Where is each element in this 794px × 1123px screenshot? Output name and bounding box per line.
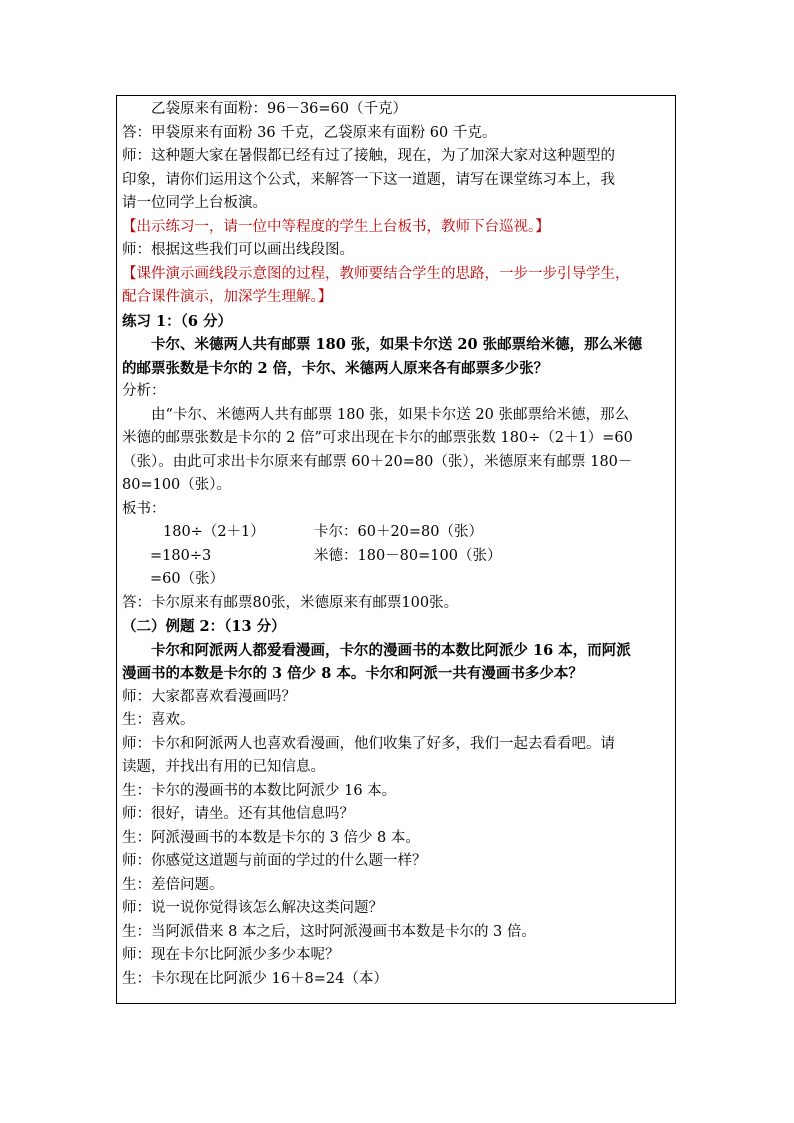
- dialogue-line: 师：卡尔和阿派两人也喜欢看漫画，他们收集了好多，我们一起去看看吧。请: [122, 735, 615, 752]
- board-row: [122, 568, 670, 592]
- problem-text: 卡尔和阿派两人都爱看漫画，卡尔的漫画书的本数比阿派少 16 本，而阿派: [151, 641, 631, 659]
- analysis-text: 米德的邮票张数是卡尔的 2 倍”可求出现在卡尔的邮票张数 180÷（2＋1）=60: [122, 430, 633, 446]
- analysis-text: 由“卡尔、米德两人共有邮票 180 张，如果卡尔送 20 张邮票给米德，那么: [151, 406, 629, 423]
- text-line: 乙袋原来有面粉：96－36=60（千克）: [151, 101, 408, 117]
- document-table-cell: [116, 95, 676, 1004]
- board-row: [122, 545, 670, 569]
- dialogue-line: 师：很好，请坐。还有其他信息吗？: [122, 806, 354, 822]
- analysis-text: 80=100（张）。: [122, 477, 232, 493]
- text-line: 印象，请你们运用这个公式，来解答一下这一道题，请写在课堂练习本上，我: [122, 171, 615, 188]
- board-calc: =180÷3: [150, 547, 212, 564]
- dialogue-line: 生：卡尔现在比阿派少 16＋8=24（本）: [122, 970, 388, 987]
- board-calc: 180÷（2＋1）: [163, 524, 265, 540]
- dialogue-line: 师：你感觉这道题与前面的学过的什么题一样？: [122, 853, 427, 869]
- example-heading: （二）例题 2：（13 分）: [122, 618, 286, 635]
- text-line: 师：根据这些我们可以画出线段图。: [122, 242, 354, 258]
- dialogue-line: 读题，并找出有用的已知信息。: [122, 759, 325, 775]
- board-calc: 米德：180－80=100（张）: [314, 547, 502, 564]
- problem-text: 的邮票张数是卡尔的 2 倍，卡尔、米德两人原来各有邮票多少张？: [122, 359, 549, 377]
- board-row: [122, 521, 670, 545]
- problem-text: 漫画书的本数是卡尔的 3 倍少 8 本。卡尔和阿派一共有漫画书多少本？: [122, 665, 583, 682]
- answer-text: 答：卡尔原来有邮票80张，米德原来有邮票100张。: [122, 594, 459, 611]
- instruction-note: 配合课件演示，加深学生理解。】: [122, 289, 333, 305]
- dialogue-line: 师：大家都喜欢看漫画吗？: [122, 688, 296, 705]
- problem-text: 卡尔、米德两人共有邮票 180 张，如果卡尔送 20 张邮票给米德，那么米德: [151, 336, 643, 353]
- dialogue-line: 师：现在卡尔比阿派少多少本呢？: [122, 947, 340, 963]
- analysis-text: （张）。由此可求出卡尔原来有邮票 60＋20=80（张），米德原来有邮票 180－: [122, 453, 633, 470]
- dialogue-line: 生：差倍问题。: [122, 876, 224, 893]
- instruction-note: 【出示练习一，请一位中等程度的学生上台板书，教师下台巡视。】: [122, 218, 550, 235]
- board-calc: =60（张）: [150, 571, 225, 587]
- text-line: 答：甲袋原来有面粉 36 千克，乙袋原来有面粉 60 千克。: [122, 124, 497, 141]
- dialogue-line: 生：卡尔的漫画书的本数比阿派少 16 本。: [122, 782, 397, 799]
- text-line: 师：这种题大家在暑假都已经有过了接触，现在，为了加深大家对这种题型的: [122, 148, 615, 164]
- board-calc: 卡尔：60＋20=80（张）: [314, 524, 484, 540]
- dialogue-line: 师：说一说你觉得该怎么解决这类问题？: [122, 900, 383, 916]
- dialogue-line: 生：喜欢。: [122, 712, 195, 728]
- text-line: 请一位同学上台板演。: [122, 195, 267, 211]
- analysis-label: 分析：: [122, 383, 166, 399]
- dialogue-line: 生：当阿派借来 8 本之后，这时阿派漫画书本数是卡尔的 3 倍。: [122, 923, 536, 940]
- dialogue-line: 生：阿派漫画书的本数是卡尔的 3 倍少 8 本。: [122, 829, 420, 846]
- instruction-note: 【课件演示画线段示意图的过程，教师要结合学生的思路，一步一步引导学生，: [122, 265, 630, 282]
- board-label: 板书：: [122, 500, 166, 517]
- exercise-heading: 练习 1：（6 分）: [122, 312, 233, 330]
